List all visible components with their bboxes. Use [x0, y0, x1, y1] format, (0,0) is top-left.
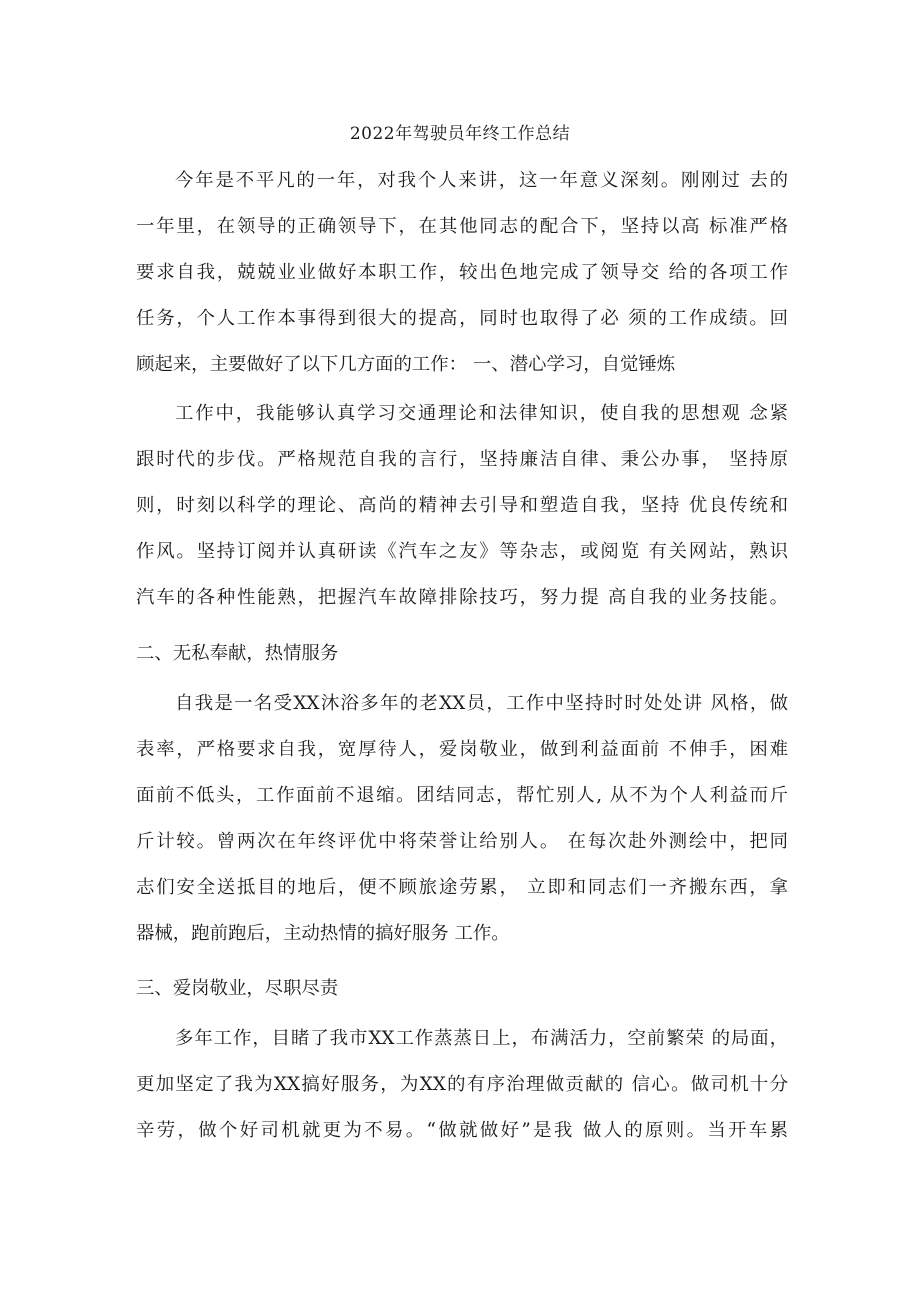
text-line-6: 工作中，我能够认真学习交通理论和法律知识，使自我的思想观 念紧	[175, 403, 788, 424]
text-line-1: 今年是不平凡的一年，对我个人来讲，这一年意义深刻。刚刚过 去的	[175, 170, 788, 191]
section-heading-3: 三、爱岗敬业，尽职尽责	[136, 978, 339, 999]
text-line-14: 面前不低头，工作面前不退缩。团结同志，帮忙别人, 从不为个人利益而斤	[136, 785, 788, 806]
text-line-10: 汽车的各种性能熟，把握汽车故障排除技巧，努力提 高自我的业务技能。	[136, 587, 788, 608]
text-line-7: 跟时代的步伐。严格规范自我的言行，坚持廉洁自律、秉公办事， 坚持原	[136, 449, 788, 470]
text-line-21: 辛劳，做个好司机就更为不易。“做就做好”是我 做人的原则。当开车累	[136, 1120, 788, 1141]
text-line-5: 顾起来，主要做好了以下几方面的工作： 一、潜心学习，自觉锤炼	[136, 354, 676, 375]
section-heading-2: 二、无私奉献，热情服务	[136, 643, 339, 664]
text-line-17: 器械，跑前跑后，主动热情的搞好服务 工作。	[136, 923, 510, 944]
text-line-9: 作风。坚持订阅并认真研读《汽车之友》等杂志，或阅览 有关网站，熟识	[136, 541, 788, 562]
text-line-13: 表率，严格要求自我，宽厚待人，爱岗敬业，做到利益面前 不伸手，困难	[136, 739, 788, 760]
document-title: 2022年驾驶员年终工作总结	[349, 124, 571, 144]
text-line-20: 更加坚定了我为XX搞好服务，为XX的有序治理做贡献的 信心。做司机十分	[136, 1074, 788, 1095]
text-line-12: 自我是一名受XX沐浴多年的老XX员，工作中坚持时时处处讲 风格，做	[175, 693, 788, 714]
text-line-4: 任务，个人工作本事得到很大的提高，同时也取得了必 须的工作成绩。回	[136, 308, 788, 329]
text-line-8: 则，时刻以科学的理论、高尚的精神去引导和塑造自我，坚持 优良传统和	[136, 495, 788, 516]
text-line-3: 要求自我，兢兢业业做好本职工作，较出色地完成了领导交 给的各项工作	[136, 262, 788, 283]
text-line-2: 一年里，在领导的正确领导下，在其他同志的配合下，坚持以高 标准严格	[136, 216, 788, 237]
text-line-16: 志们安全送抵目的地后，便不顾旅途劳累， 立即和同志们一齐搬东西，拿	[136, 877, 788, 898]
text-line-15: 斤计较。曾两次在年终评优中将荣誉让给别人。 在每次赴外测绘中，把同	[136, 831, 788, 852]
text-line-19: 多年工作，目睹了我市XX工作蒸蒸日上，布满活力，空前繁荣 的局面，	[175, 1028, 788, 1049]
